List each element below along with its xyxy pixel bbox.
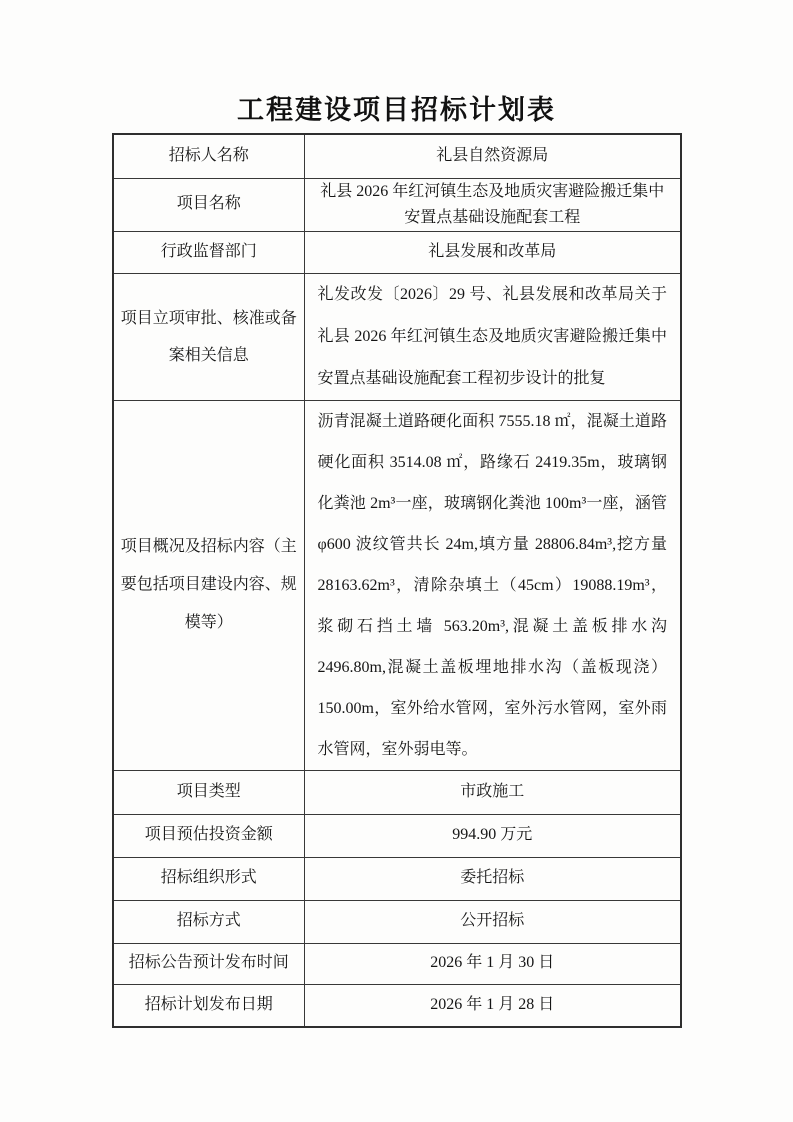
project-overview-label: 项目概况及招标内容（主要包括项目建设内容、规模等） (113, 400, 304, 770)
table-row-project-overview (113, 400, 681, 770)
bidder-name-value: 礼县自然资源局 (304, 134, 681, 178)
plan-publish-date-label: 招标计划发布日期 (113, 984, 304, 1027)
bid-method-value: 公开招标 (304, 900, 681, 943)
table-row-announcement-expected-date (113, 943, 681, 984)
bid-organization-form-value: 委托招标 (304, 857, 681, 900)
supervising-department-value: 礼县发展和改革局 (304, 231, 681, 273)
bidder-name-label: 招标人名称 (113, 134, 304, 178)
estimated-investment-label: 项目预估投资金额 (113, 814, 304, 857)
project-type-value: 市政施工 (304, 770, 681, 814)
approval-info-label: 项目立项审批、核准或备案相关信息 (113, 273, 304, 400)
bidding-plan-table (112, 133, 682, 1028)
project-name-label: 项目名称 (113, 178, 304, 231)
bid-method-label: 招标方式 (113, 900, 304, 943)
table-row-plan-publish-date (113, 984, 681, 1027)
table-row-estimated-investment (113, 814, 681, 857)
table-row-project-type (113, 770, 681, 814)
page-title: 工程建设项目招标计划表 (237, 95, 556, 125)
announcement-expected-date-label: 招标公告预计发布时间 (113, 943, 304, 984)
table-row-supervising-department (113, 231, 681, 273)
table-row-project-name (113, 178, 681, 231)
project-name-value: 礼县 2026 年红河镇生态及地质灾害避险搬迁集中安置点基础设施配套工程 (304, 178, 681, 231)
bid-organization-form-label: 招标组织形式 (113, 857, 304, 900)
supervising-department-label: 行政监督部门 (113, 231, 304, 273)
project-overview-value: 沥青混凝土道路硬化面积 7555.18 ㎡，混凝土道路硬化面积 3514.08 ㎡，路缘石 2419.35m，玻璃钢化粪池 2m³一座，玻璃钢化粪池 100m³一座，涵管φ600 波纹管共长 24m,填方量 28806.84m³,挖方量 28163.62m³，清除杂填土（45cm）19088.19m³，浆砌石挡土墙 563.20m³,混凝土盖板排水沟 2496.80m,混凝土盖板埋地排水沟（盖板现浇）150.00m，室外给水管网，室外污水管网，室外雨水管网，室外弱电等。 (304, 400, 681, 770)
approval-info-value: 礼发改发〔2026〕29 号、礼县发展和改革局关于礼县 2026 年红河镇生态及地质灾害避险搬迁集中安置点基础设施配套工程初步设计的批复 (304, 273, 681, 400)
announcement-expected-date-value: 2026 年 1 月 30 日 (304, 943, 681, 984)
table-row-bid-method (113, 900, 681, 943)
plan-publish-date-value: 2026 年 1 月 28 日 (304, 984, 681, 1027)
table-row-approval-info (113, 273, 681, 400)
project-type-label: 项目类型 (113, 770, 304, 814)
estimated-investment-value: 994.90 万元 (304, 814, 681, 857)
table-row-bid-organization-form (113, 857, 681, 900)
table-row-bidder-name (113, 134, 681, 178)
